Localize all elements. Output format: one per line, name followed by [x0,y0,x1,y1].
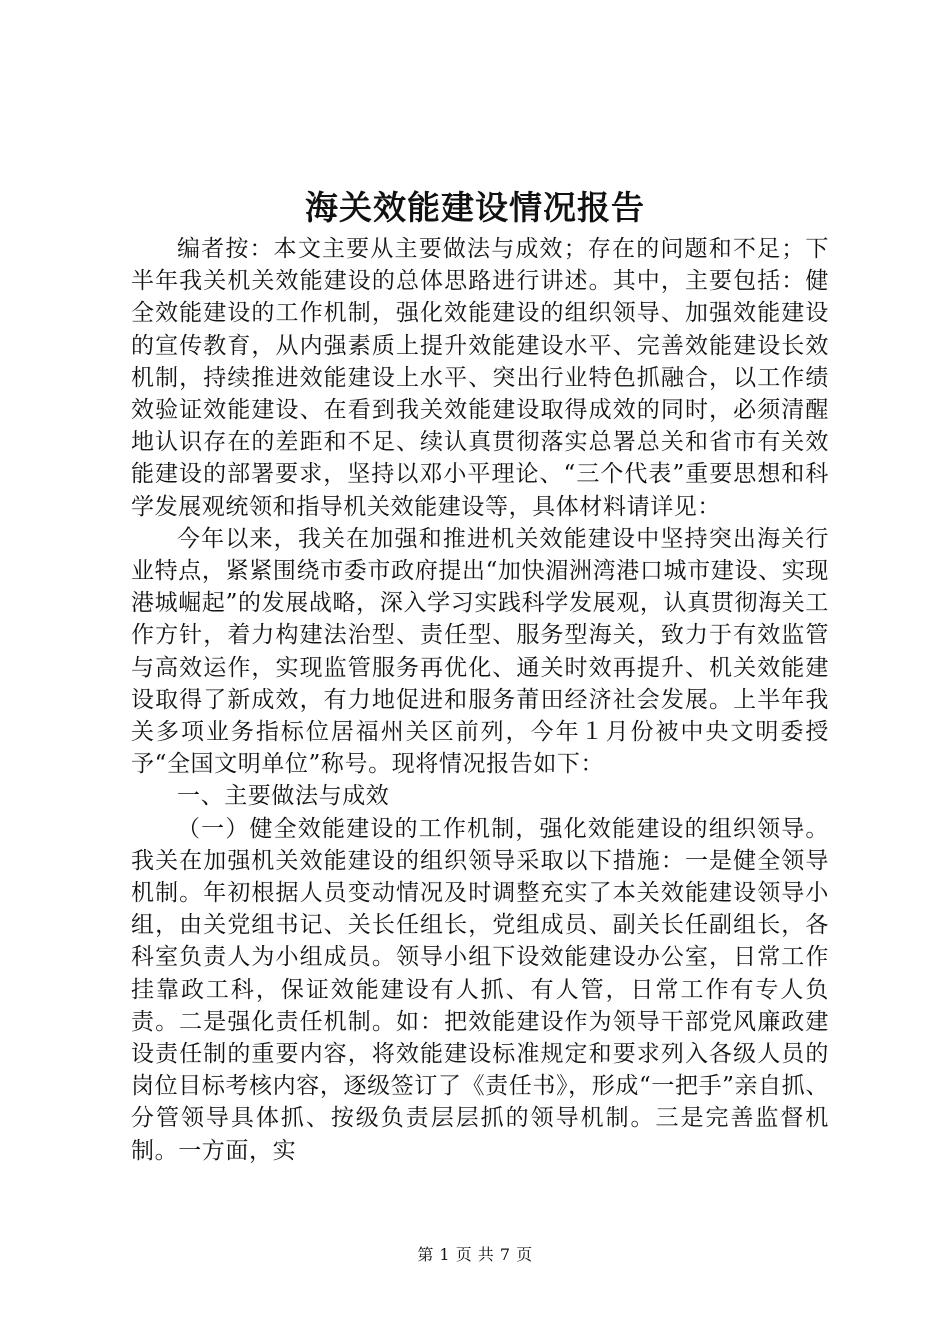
section-paragraph: （一）健全效能建设的工作机制，强化效能建设的组织领导。我关在加强机关效能建设的组织领导采取以下措施：一是健全领导机制。年初根据人员变动情况及时调整充实了本关效能建设领导小组，由关党组书记、关长任组长，党组成员、副关长任副组长，各科室负责人为小组成员。领导小组下设效能建设办公室，日常工作挂靠政工科，保证效能建设有人抓、有人管，日常工作有专人负责。二是强化责任机制。如：把效能建设作为领导干部党风廉政建设责任制的重要内容，将效能建设标准规定和要求列入各级人员的岗位目标考核内容，逐级签订了《责任书》，形成“一把手”亲自抓、分管领导具体抓、按级负责层层抓的领导机制。三是完善监督机制。一方面，实 [131,815,829,1164]
intro-paragraph: 今年以来，我关在加强和推进机关效能建设中坚持突出海关行业特点，紧紧围绕市委市政府提出“加快湄洲湾港口城市建设、实现港城崛起”的发展战略，深入学习实践科学发展观，认真贯彻海关工作方针，着力构建法治型、责任型、服务型海关，致力于有效监管与高效运作，实现监管服务再优化、通关时效再提升、机关效能建设取得了新成效，有力地促进和服务莆田经济社会发展。上半年我关多项业务指标位居福州关区前列，今年１月份被中央文明委授予“全国文明单位”称号。现将情况报告如下： [131,525,829,778]
document-title: 海关效能建设情况报告 [305,188,645,227]
editor-note-paragraph: 编者按：本文主要从主要做法与成效；存在的问题和不足；下半年我关机关效能建设的总体思路进行讲述。其中，主要包括：健全效能建设的工作机制，强化效能建设的组织领导、加强效能建设的宣传教育，从内强素质上提升效能建设水平、完善效能建设长效机制，持续推进效能建设上水平、突出行业特色抓融合，以工作绩效验证效能建设、在看到我关效能建设取得成效的同时，必须清醒地认识存在的差距和不足、续认真贯彻落实总署总关和省市有关效能建设的部署要求，坚持以邓小平理论、“三个代表”重要思想和科学发展观统领和指导机关效能建设等，具体材料请详见： [131,236,829,520]
document-body [131,233,829,1167]
section-heading: 一、主要做法与成效 [177,783,390,810]
page-footer: 第 1 页 共 7 页 [417,1245,533,1264]
